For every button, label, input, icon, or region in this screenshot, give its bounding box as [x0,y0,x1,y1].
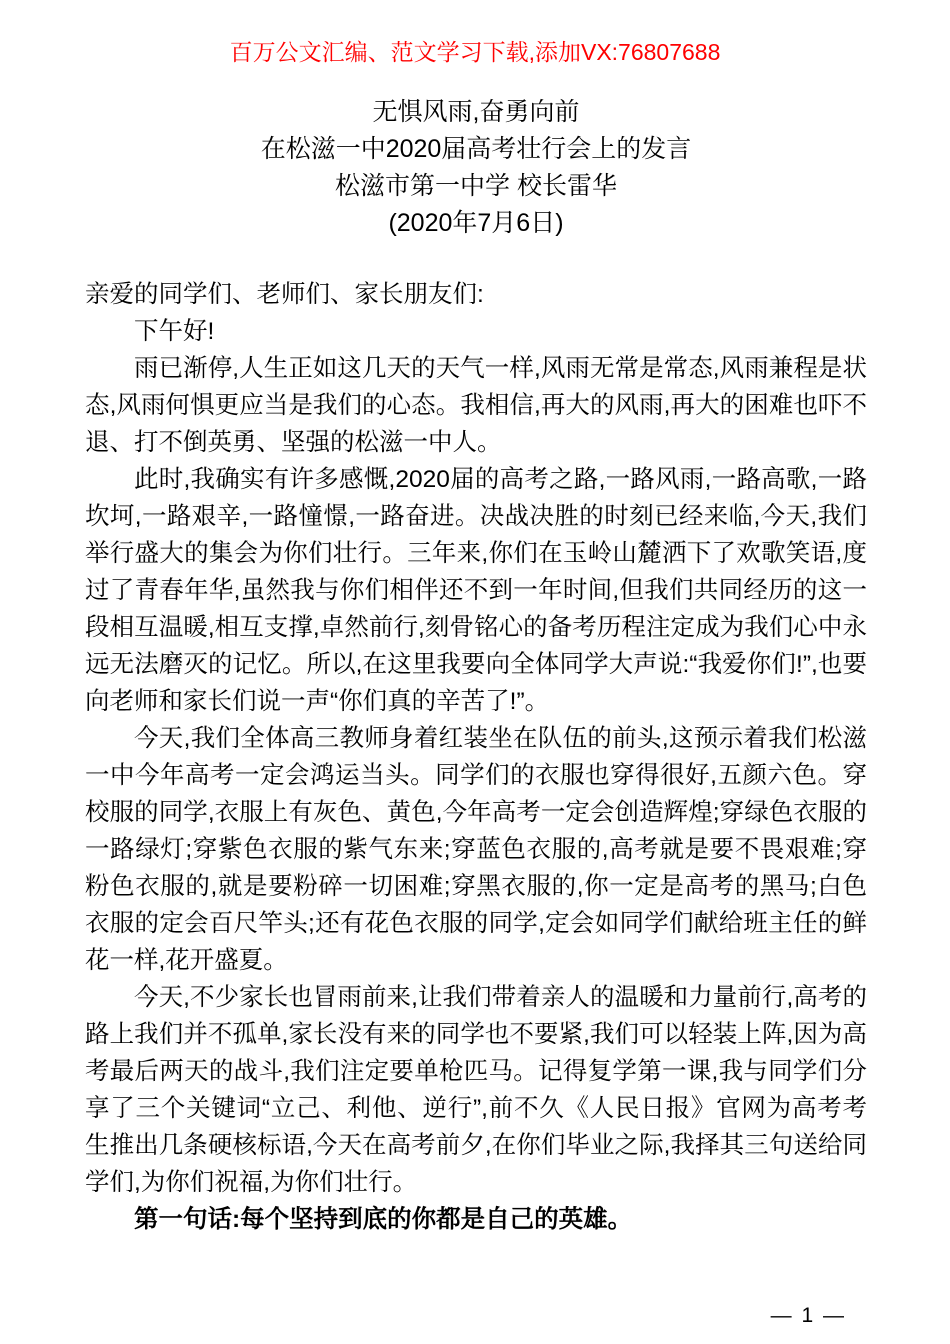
paragraph-4: 今天,不少家长也冒雨前来,让我们带着亲人的温暖和力量前行,高考的路上我们并不孤单,家长没有来的同学也不要紧,我们可以轻装上阵,因为高考最后两天的战斗,我们注定要单枪匹马。记得复学第一课,我与同学们分享了三个关键词“立己、利他、逆行”,前不久《人民日报》官网为高考考生推出几条硬核标语,今天在高考前夕,在你们毕业之际,我择其三句送给同学们,为你们祝福,为你们壮行。 [85,984,867,1196]
document-body [85,276,867,1238]
salutation: 亲爱的同学们、老师们、家长朋友们: [85,281,484,308]
watermark-notice: 百万公文汇编、范文学习下载,添加VX:76807688 [229,39,721,65]
doc-author: 松滋市第一中学 校长雷华 [335,172,617,200]
greeting: 下午好! [134,318,215,345]
doc-subtitle: 在松滋一中2020届高考壮行会上的发言 [260,135,692,163]
paragraph-3: 今天,我们全体高三教师身着红装坐在队伍的前头,这预示着我们松滋一中今年高考一定会鸿运当头。同学们的衣服也穿得很好,五颜六色。穿校服的同学,衣服上有灰色、黄色,今年高考一定会创造辉煌;穿绿色衣服的一路绿灯;穿紫色衣服的紫气东来;穿蓝色衣服的,高考就是要不畏艰难;穿粉色衣服的,就是要粉碎一切困难;穿黑衣服的,你一定是高考的黑马;白色衣服的定会百尺竿头;还有花色衣服的同学,定会如同学们献给班主任的鲜花一样,花开盛夏。 [85,725,867,974]
doc-date: (2020年7月6日) [388,209,564,237]
doc-title: 无惧风雨,奋勇向前 [372,98,580,126]
title-block [85,94,867,242]
paragraph-1: 雨已渐停,人生正如这几天的天气一样,风雨无常是常态,风雨兼程是状态,风雨何惧更应当是我们的心态。我相信,再大的风雨,再大的困难也吓不退、打不倒英勇、坚强的松滋一中人。 [85,355,867,456]
page-number: — 1 — [770,1304,846,1327]
paragraph-2: 此时,我确实有许多感慨,2020届的高考之路,一路风雨,一路高歌,一路坎坷,一路艰辛,一路憧憬,一路奋进。决战决胜的时刻已经来临,今天,我们举行盛大的集会为你们壮行。三年来,你们在玉岭山麓洒下了欢歌笑语,度过了青春年华,虽然我与你们相伴还不到一年时间,但我们共同经历的这一段相互温暖,相互支撑,卓然前行,刻骨铭心的备考历程注定成为我们心中永远无法磨灭的记忆。所以,在这里我要向全体同学大声说:“我爱你们!”,也要向老师和家长们说一声“你们真的辛苦了!”。 [85,466,867,715]
emphasis-line: 第一句话:每个坚持到底的你都是自己的英雄。 [134,1206,633,1233]
